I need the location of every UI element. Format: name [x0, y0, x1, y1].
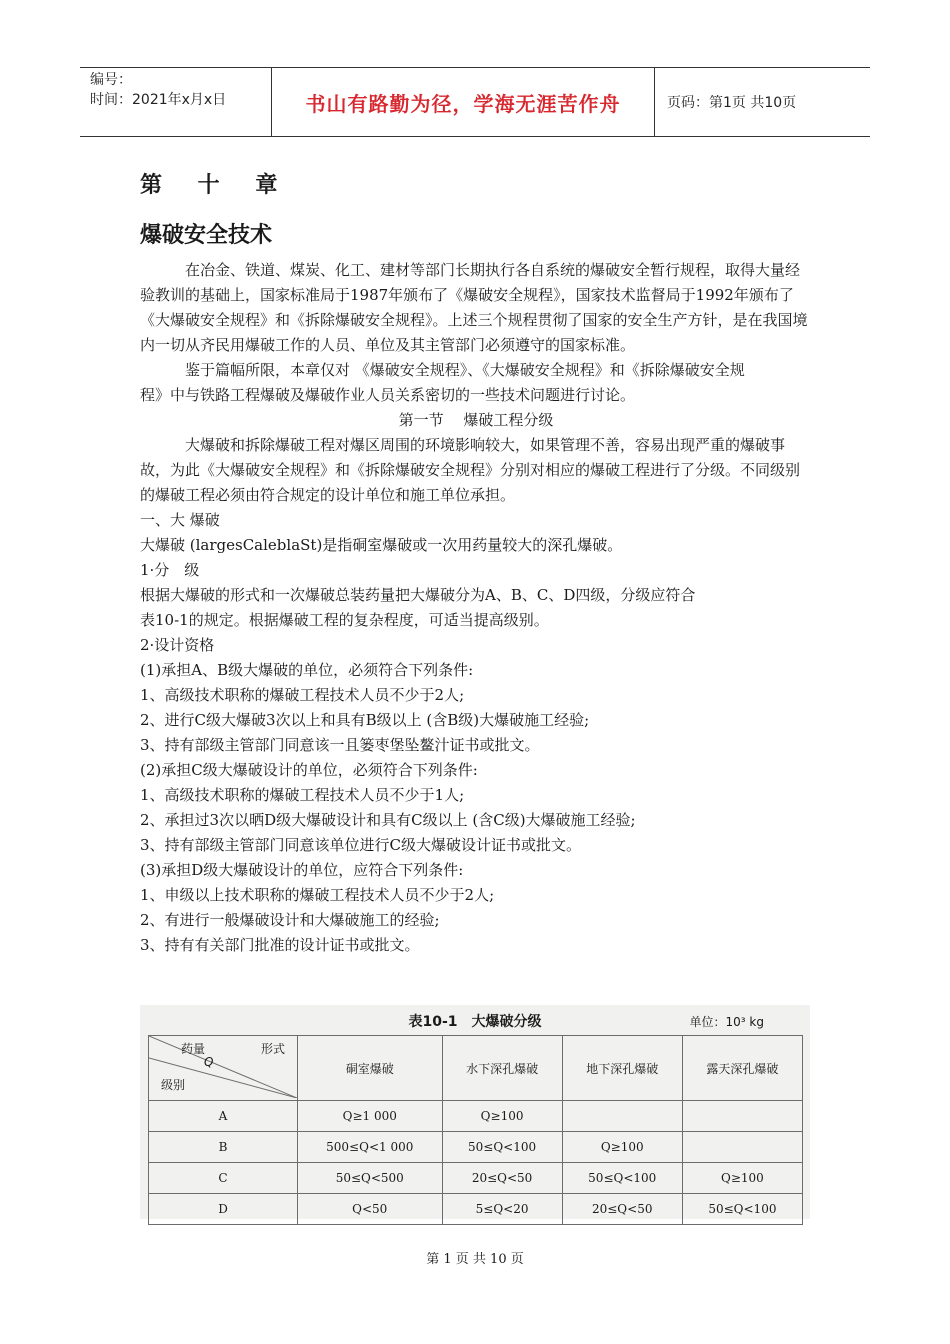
corner-q-label: Q [204, 1055, 214, 1069]
table-cell: 20≤Q<50 [562, 1194, 682, 1225]
header-motto: 书山有路勤为径，学海无涯苦作舟 [272, 68, 655, 136]
paragraph: 在冶金、铁道、煤炭、化工、建材等部门长期执行各自系统的爆破安全暂行规程，取得大量经验教训的基础上，国家标准局于1987年颁布了《爆破安全规程》，国家技术监督局于1992年颁布了《大爆破安全规程》和《拆除爆破安全规程》。上述三个规程贯彻了国家的安全生产方针，是在我国境内一切从齐民用爆破工作的人员、单位及其主管部门必须遵守的国家标准。 [140, 261, 808, 354]
section-heading: 第一节 爆破工程分级 [398, 411, 554, 429]
paragraph: 程》中与铁路工程爆破及爆破作业人员关系密切的一些技术问题进行讨论。 [140, 386, 636, 404]
body-text [140, 258, 812, 958]
row-level: C [149, 1163, 298, 1194]
table-cell: 20≤Q<50 [442, 1163, 562, 1194]
page-footer: 第 1 页 共 10 页 [426, 1252, 524, 1267]
chapter-title: 爆破安全技术 [140, 223, 273, 248]
header-meta [80, 68, 272, 136]
table-header-row [149, 1036, 803, 1101]
table-title: 表10-1 大爆破分级 [408, 1014, 542, 1030]
list-item: (1)承担A、B级大爆破的单位，必须符合下列条件: [140, 661, 474, 679]
table-unit: 单位：10³ kg [689, 1015, 764, 1029]
table-cell: 50≤Q<100 [682, 1194, 802, 1225]
table-cell [682, 1101, 802, 1132]
table-cell: Q<50 [298, 1194, 443, 1225]
paragraph: 根据大爆破的形式和一次爆破总装药量把大爆破分为A、B、C、D四级，分级应符合 [140, 586, 696, 604]
paragraph: 大爆破 (largesCaleblaSt)是指硐室爆破或一次用药量较大的深孔爆破。 [140, 536, 623, 554]
list-item: 3、持有有关部门批准的设计证书或批文。 [140, 936, 420, 954]
list-item: 2、进行C级大爆破3次以上和具有B级以上 (含B级)大爆破施工经验; [140, 711, 590, 729]
list-item: 1、高级技术职称的爆破工程技术人员不少于1人; [140, 786, 465, 804]
table-cell: 50≤Q<100 [442, 1132, 562, 1163]
table-row [149, 1132, 803, 1163]
table-cell: Q≥100 [442, 1101, 562, 1132]
chapter-heading: 第 十 章 [140, 173, 292, 198]
table-cell: Q≥100 [562, 1132, 682, 1163]
paragraph: 大爆破和拆除爆破工程对爆区周围的环境影响较大，如果管理不善，容易出现严重的爆破事故，为此《大爆破安全规程》和《拆除爆破安全规程》分别对相应的爆破工程进行了分级。不同级别的爆破工程必须由符合规定的设计单位和施工单位承担。 [140, 436, 801, 504]
corner-level-label: 级别 [161, 1078, 186, 1092]
header-page-info: 页码：第1页 共10页 [667, 95, 797, 111]
table-cell [682, 1132, 802, 1163]
table-cell: 50≤Q<100 [562, 1163, 682, 1194]
list-item: 1、高级技术职称的爆破工程技术人员不少于2人; [140, 686, 465, 704]
row-level: A [149, 1101, 298, 1132]
paragraph: 表10-1的规定。根据爆破工程的复杂程度，可适当提高级别。 [140, 611, 549, 629]
row-level: B [149, 1132, 298, 1163]
table-cell: 50≤Q<500 [298, 1163, 443, 1194]
table-row [149, 1163, 803, 1194]
corner-form-label: 形式 [260, 1042, 285, 1056]
table-row [149, 1101, 803, 1132]
blast-grade-table [148, 1035, 803, 1225]
list-item: 1、申级以上技术职称的爆破工程技术人员不少于2人; [140, 886, 495, 904]
table-cell: 5≤Q<20 [442, 1194, 562, 1225]
table-cell: Q≥1 000 [298, 1101, 443, 1132]
table-cell: Q≥100 [682, 1163, 802, 1194]
table-row [149, 1194, 803, 1225]
corner-amount-label: 药量 [181, 1042, 206, 1056]
subheading: 2·设计资格 [140, 636, 215, 654]
list-item: 2、有进行一般爆破设计和大爆破施工的经验; [140, 911, 440, 929]
column-header: 露天深孔爆破 [682, 1036, 802, 1101]
doc-number-label: 编号： [90, 72, 132, 88]
list-item: 3、持有部级主管部门同意该单位进行C级大爆破设计证书或批文。 [140, 836, 582, 854]
table-cell: 500≤Q<1 000 [298, 1132, 443, 1163]
subheading: 1·分 级 [140, 561, 200, 579]
list-item: 3、持有部级主管部门同意该一且篓枣堡坠鳌汁证书或批文。 [140, 736, 540, 754]
column-header: 水下深孔爆破 [442, 1036, 562, 1101]
page-header [80, 67, 870, 137]
row-level: D [149, 1194, 298, 1225]
subheading: 一、大 爆破 [140, 511, 220, 529]
table-corner-cell [149, 1036, 298, 1101]
column-header: 硐室爆破 [298, 1036, 443, 1101]
doc-date-label: 时间：2021年x月x日 [90, 92, 227, 108]
list-item: (2)承担C级大爆破设计的单位，必须符合下列条件: [140, 761, 478, 779]
table-cell [562, 1101, 682, 1132]
table-caption [140, 1005, 810, 1037]
paragraph: 鉴于篇幅所限，本章仅对 《爆破安全规程》、《大爆破安全规程》和《拆除爆破安全规 [185, 361, 745, 379]
list-item: 2、承担过3次以晒D级大爆破设计和具有C级以上 (含C级)大爆破施工经验; [140, 811, 636, 829]
list-item: (3)承担D级大爆破设计的单位，应符合下列条件: [140, 861, 464, 879]
column-header: 地下深孔爆破 [562, 1036, 682, 1101]
blast-grade-table-figure [140, 1005, 810, 1219]
